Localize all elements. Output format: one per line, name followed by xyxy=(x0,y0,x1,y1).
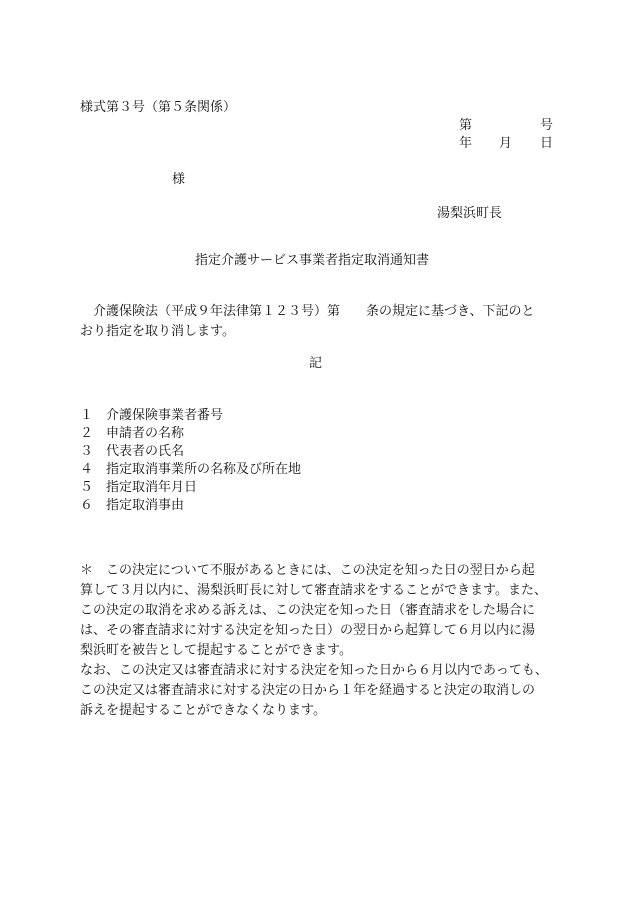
item-label: 介護保険事業者番号 xyxy=(106,408,224,423)
list-item xyxy=(80,425,301,443)
item-number: ５ xyxy=(80,480,94,495)
item-number: ６ xyxy=(80,498,94,513)
notice-line: この決定の取消を求める訴えは、この決定を知った日（審査請求をした場合に xyxy=(80,603,536,618)
appeal-notice xyxy=(80,561,548,721)
notice-line: 梨浜町を被告として提起することができます。 xyxy=(80,643,352,658)
item-label: 指定取消事業所の名称及び所在地 xyxy=(106,462,302,477)
notice-line: ＊ この決定について不服があるときには、この決定を知った日の翌日から起 xyxy=(80,563,535,578)
list-item xyxy=(80,443,301,461)
date-day-label: 日 xyxy=(540,136,554,151)
list-item xyxy=(80,479,301,497)
item-number: ４ xyxy=(80,462,94,477)
document-number-suffix: 号 xyxy=(540,118,554,133)
item-label: 指定取消事由 xyxy=(106,498,185,513)
list-item xyxy=(80,497,301,515)
document-title: 指定介護サービス事業者指定取消通知書 xyxy=(195,253,430,268)
document-number-label: 第 xyxy=(459,118,473,133)
body-line-2: おり指定を取り消します。 xyxy=(80,324,235,339)
item-list xyxy=(80,407,301,515)
notice-line: 訴えを提起することができなくなります。 xyxy=(80,703,326,718)
item-number: ３ xyxy=(80,444,94,459)
item-number: ２ xyxy=(80,426,94,441)
date-year-label: 年 xyxy=(459,136,473,151)
list-item xyxy=(80,461,301,479)
date-month-label: 月 xyxy=(499,136,513,151)
notice-line: は、その審査請求に対する決定を知った日）の翌日から起算して６月以内に湯 xyxy=(80,623,536,638)
item-label: 指定取消年月日 xyxy=(106,480,198,495)
notice-line: 算して３月以内に、湯梨浜町長に対して審査請求をすることができます。また、 xyxy=(80,583,547,598)
notice-line: なお、この決定又は審査請求に対する決定を知った日から６月以内であっても、 xyxy=(80,663,548,678)
item-label: 申請者の名称 xyxy=(106,426,185,441)
form-number: 様式第３号（第５条関係） xyxy=(80,100,237,115)
ki-heading: 記 xyxy=(309,356,323,371)
item-number: １ xyxy=(80,408,94,423)
body-line-1: 介護保険法（平成９年法律第１２３号）第 条の規定に基づき、下記のと xyxy=(93,304,535,319)
body-paragraph xyxy=(80,302,555,342)
recipient-honorific: 様 xyxy=(172,172,186,187)
item-label: 代表者の氏名 xyxy=(106,444,185,459)
sender-name: 湯梨浜町長 xyxy=(437,206,503,221)
notice-line: この決定又は審査請求に対する決定の日から１年を経過すると決定の取消しの xyxy=(80,683,536,698)
list-item xyxy=(80,407,301,425)
